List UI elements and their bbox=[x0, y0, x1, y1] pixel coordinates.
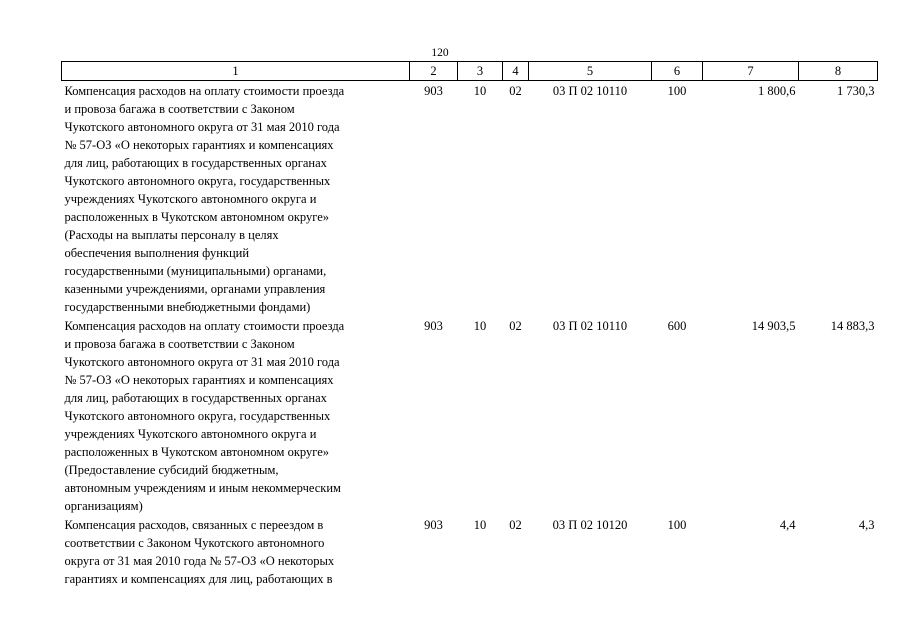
header-col-7: 7 bbox=[703, 62, 799, 81]
page-number: 120 bbox=[431, 47, 449, 59]
header-row bbox=[62, 62, 878, 81]
cell-csr: 03 П 02 10110 bbox=[552, 84, 628, 98]
cell-csr: 03 П 02 10120 bbox=[552, 518, 628, 532]
header-col-1: 1 bbox=[62, 62, 410, 81]
cell-gr: 903 bbox=[424, 84, 443, 98]
row-description: Компенсация расходов на оплату стоимости проезда и провоза багажа в соответствии с Законом Чукотского автономного округа от 31 мая 2010 года № 57-ОЗ «О некоторых гарантиях и компенсациях для лиц, работающих в государственных органах Чукотского автономного округа, государственных учреждениях Чукотского автономного округа и расположенных в Чукотском автономном округе» (Расходы на выплаты персоналу в целях обеспечения выполнения функций государственными (муниципальными) органами, казенными учреждениями, органами управления государственными внебюджетными фондами) bbox=[64, 84, 345, 314]
cell-sum-7: 14 903,5 bbox=[751, 319, 796, 333]
table-row bbox=[62, 316, 878, 515]
header-col-5: 5 bbox=[529, 62, 652, 81]
cell-rz: 10 bbox=[473, 319, 487, 333]
cell-pr: 02 bbox=[509, 84, 522, 98]
table-row bbox=[62, 81, 878, 317]
cell-vr: 600 bbox=[667, 319, 687, 333]
cell-gr: 903 bbox=[424, 319, 443, 333]
cell-vr: 100 bbox=[667, 84, 687, 98]
cell-rz: 10 bbox=[473, 518, 487, 532]
table-row bbox=[62, 515, 878, 588]
cell-pr: 02 bbox=[509, 319, 522, 333]
header-col-2: 2 bbox=[410, 62, 458, 81]
row-description: Компенсация расходов на оплату стоимости проезда и провоза багажа в соответствии с Законом Чукотского автономного округа от 31 мая 2010 года № 57-ОЗ «О некоторых гарантиях и компенсациях для лиц, работающих в государственных органах Чукотского автономного округа, государственных учреждениях Чукотского автономного округа и расположенных в Чукотском автономном округе» (Предоставление субсидий бюджетным, автономным учреждениям и иным некоммерческим организациям) bbox=[64, 319, 345, 513]
cell-csr: 03 П 02 10110 bbox=[552, 319, 628, 333]
header-col-4: 4 bbox=[503, 62, 529, 81]
cell-sum-8: 14 883,3 bbox=[830, 319, 875, 333]
cell-gr: 903 bbox=[424, 518, 443, 532]
cell-sum-8: 4,3 bbox=[858, 518, 875, 532]
cell-sum-8: 1 730,3 bbox=[837, 84, 875, 98]
header-col-8: 8 bbox=[799, 62, 878, 81]
cell-vr: 100 bbox=[667, 518, 687, 532]
cell-sum-7: 4,4 bbox=[779, 518, 796, 532]
cell-pr: 02 bbox=[509, 518, 522, 532]
cell-sum-7: 1 800,6 bbox=[758, 84, 796, 98]
row-description: Компенсация расходов, связанных с переездом в соответствии с Законом Чукотского автономного округа от 31 мая 2010 года № 57-ОЗ «О некоторых гарантиях и компенсациях для лиц, работающих в bbox=[64, 518, 335, 586]
cell-rz: 10 bbox=[473, 84, 487, 98]
budget-table bbox=[61, 61, 878, 588]
header-col-3: 3 bbox=[458, 62, 503, 81]
header-col-6: 6 bbox=[652, 62, 703, 81]
